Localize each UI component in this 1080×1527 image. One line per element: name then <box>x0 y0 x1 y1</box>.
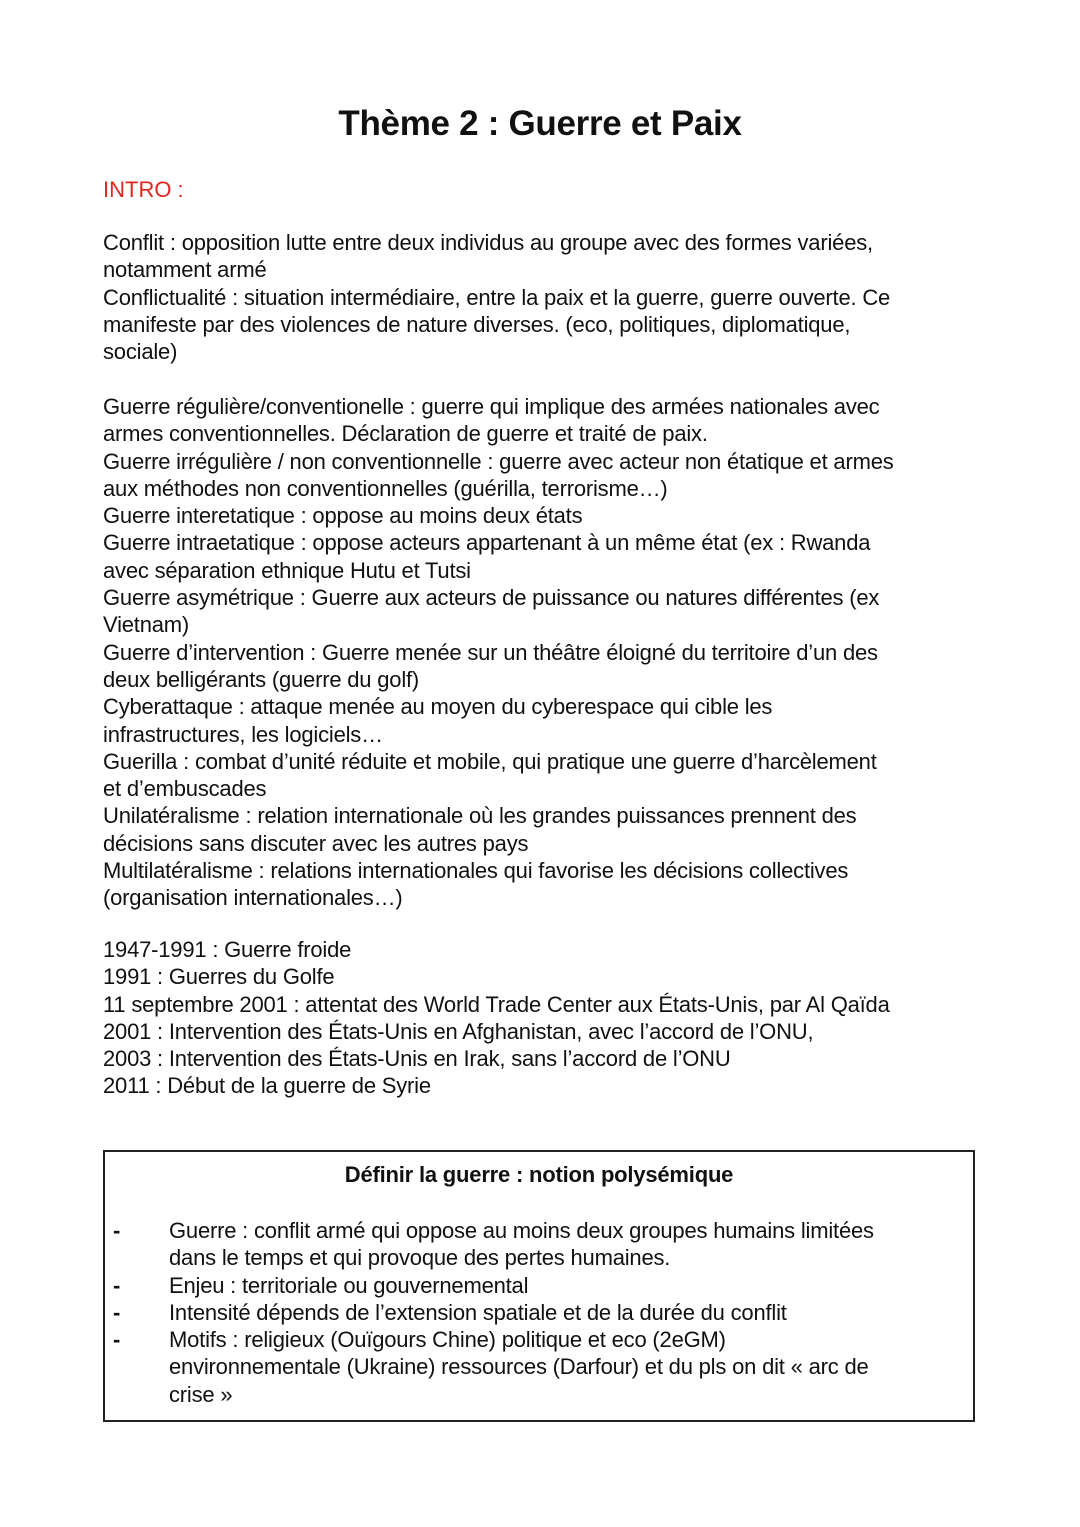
timeline-entry: 1991 : Guerres du Golfe <box>103 964 335 990</box>
dash-bullet-icon: - <box>113 1299 121 1325</box>
page-title: Thème 2 : Guerre et Paix <box>338 104 742 143</box>
timeline <box>103 936 983 1100</box>
text-line: armes conventionnelles. Déclaration de guerre et traité de paix. <box>103 421 708 447</box>
text-line: notamment armé <box>103 257 267 283</box>
text-line: Guerre interetatique : oppose au moins deux états <box>103 503 583 529</box>
text-line: sociale) <box>103 339 178 365</box>
timeline-entry: 2003 : Intervention des États-Unis en Irak, sans l’accord de l’ONU <box>103 1046 731 1072</box>
bullet-item-intensite <box>105 1299 973 1326</box>
text-line: et d’embuscades <box>103 776 267 802</box>
text-line: Enjeu : territoriale ou gouvernemental <box>169 1272 529 1298</box>
bullet-item-motifs <box>105 1326 973 1408</box>
text-line: Guerre asymétrique : Guerre aux acteurs de puissance ou natures différentes (ex <box>103 585 880 611</box>
intro-heading: INTRO : <box>103 177 184 202</box>
text-line: Multilatéralisme : relations internationales qui favorise les décisions collectives <box>103 858 849 884</box>
timeline-entry: 11 septembre 2001 : attentat des World Trade Center aux États-Unis, par Al Qaïda <box>103 991 890 1017</box>
text-line: Guerilla : combat d’unité réduite et mobile, qui pratique une guerre d’harcèlement <box>103 748 877 774</box>
bullet-item-guerre <box>105 1217 973 1272</box>
text-line: Guerre irrégulière / non conventionnelle : guerre avec acteur non étatique et armes <box>103 448 894 474</box>
timeline-entry: 2011 : Début de la guerre de Syrie <box>103 1073 431 1099</box>
text-line: Unilatéralisme : relation internationale où les grandes puissances prennent des <box>103 803 857 829</box>
text-line: manifeste par des violences de nature diverses. (eco, politiques, diplomatique, <box>103 311 851 337</box>
dash-bullet-icon: - <box>113 1327 121 1353</box>
text-line: Conflictualité : situation intermédiaire, entre la paix et la guerre, guerre ouverte. Ce <box>103 284 891 310</box>
text-line: avec séparation ethnique Hutu et Tutsi <box>103 557 471 583</box>
text-line: aux méthodes non conventionnelles (guérilla, terrorisme…) <box>103 475 668 501</box>
text-line: décisions sans discuter avec les autres pays <box>103 830 529 856</box>
text-line: Vietnam) <box>103 612 190 638</box>
timeline-entry: 2001 : Intervention des États-Unis en Afghanistan, avec l’accord de l’ONU, <box>103 1018 814 1044</box>
text-line: Cyberattaque : attaque menée au moyen du cyberespace qui cible les <box>103 694 773 720</box>
text-line: (organisation internationales…) <box>103 885 403 911</box>
definitions-conflict <box>103 229 983 365</box>
bullet-item-enjeu <box>105 1272 973 1299</box>
dash-bullet-icon: - <box>113 1218 121 1243</box>
text-line: Guerre intraetatique : oppose acteurs appartenant à un même état (ex : Rwanda <box>103 530 871 556</box>
text-line: Guerre régulière/conventionelle : guerre qui implique des armées nationales avec <box>103 394 880 419</box>
definition-box <box>103 1150 975 1422</box>
text-line: Guerre d’intervention : Guerre menée sur un théâtre éloigné du territoire d’un des <box>103 639 878 665</box>
timeline-entry: 1947-1991 : Guerre froide <box>103 937 352 962</box>
text-line: Motifs : religieux (Ouïgours Chine) politique et eco (2eGM) <box>169 1327 726 1353</box>
text-line: Intensité dépends de l’extension spatiale et de la durée du conflit <box>169 1299 787 1325</box>
text-line: Conflit : opposition lutte entre deux individus au groupe avec des formes variées, <box>103 230 873 255</box>
text-line: infrastructures, les logiciels… <box>103 721 383 747</box>
text-line: dans le temps et qui provoque des pertes humaines. <box>169 1245 671 1271</box>
text-line: deux belligérants (guerre du golf) <box>103 666 420 692</box>
dash-bullet-icon: - <box>113 1272 121 1298</box>
text-line: Guerre : conflit armé qui oppose au moins deux groupes humains limitées <box>169 1218 874 1243</box>
box-title: Définir la guerre : notion polysémique <box>344 1162 734 1187</box>
definitions-war-types <box>103 393 983 912</box>
box-bullet-list <box>105 1217 973 1408</box>
text-line: crise » <box>169 1381 233 1407</box>
text-line: environnementale (Ukraine) ressources (Darfour) et du pls on dit « arc de <box>169 1354 869 1380</box>
